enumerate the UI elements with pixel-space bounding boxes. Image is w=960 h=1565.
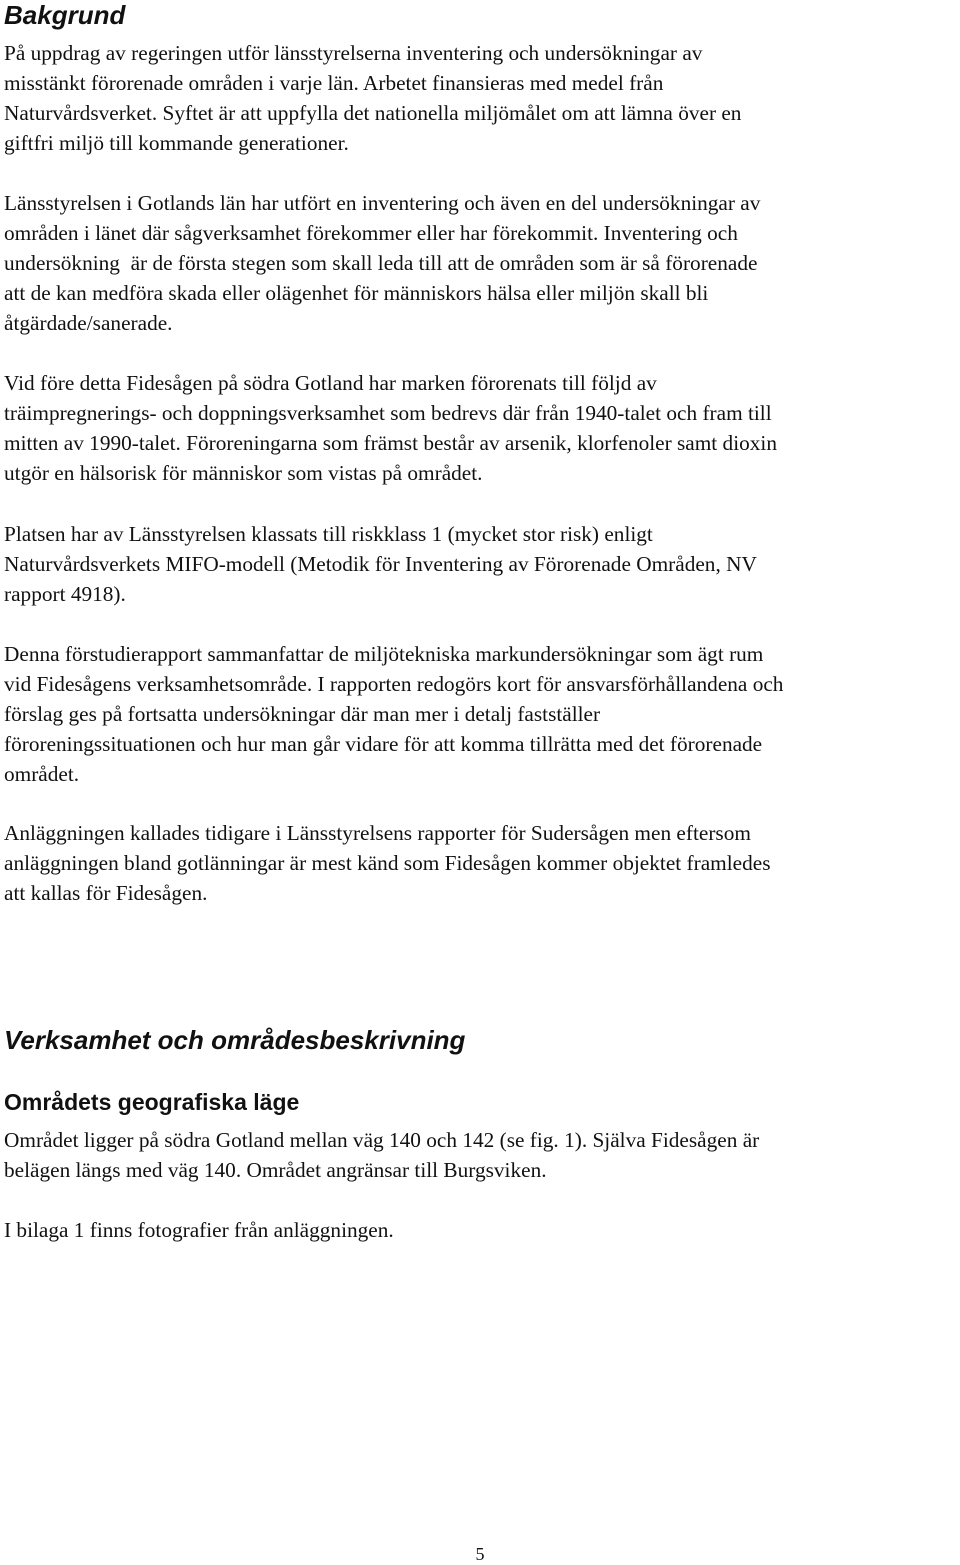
- text-line: vid Fidesågens verksamhetsområde. I rapporten redogörs kort för ansvarsförhållandena och: [4, 672, 784, 696]
- paragraph-lansstyrelsen: [4, 188, 960, 338]
- paragraph-bilaga: [4, 1215, 960, 1245]
- text-line: att de kan medföra skada eller olägenhet för människors hälsa eller miljön skall bli: [4, 281, 709, 305]
- text-line: anläggningen bland gotlänningar är mest känd som Fidesågen kommer objektet framledes: [4, 851, 771, 875]
- text-line: rapport 4918).: [4, 582, 126, 606]
- paragraph-riskklass: [4, 519, 960, 609]
- text-line: På uppdrag av regeringen utför länsstyrelserna inventering och undersökningar av: [4, 41, 703, 65]
- text-line: mitten av 1990-talet. Föroreningarna som främst består av arsenik, klorfenoler samt dioxin: [4, 431, 777, 455]
- paragraph-forstudierapport: [4, 639, 960, 789]
- paragraph-fidesagen: [4, 368, 960, 488]
- text-line: Länsstyrelsen i Gotlands län har utfört en inventering och även en del undersökningar av: [4, 191, 761, 215]
- text-line: Naturvårdsverkets MIFO-modell (Metodik för Inventering av Förorenade Områden, NV: [4, 552, 757, 576]
- text-line: Vid före detta Fidesågen på södra Gotland har marken förorenats till följd av: [4, 371, 657, 395]
- heading-verksamhet: Verksamhet och områdesbeskrivning: [4, 1025, 466, 1055]
- text-line: Naturvårdsverket. Syftet är att uppfylla det nationella miljömålet om att lämna över en: [4, 101, 742, 125]
- text-line: området.: [4, 762, 80, 786]
- paragraph-uppdrag: [4, 38, 960, 158]
- page-number: 5: [475, 1544, 485, 1564]
- text-line: Området ligger på södra Gotland mellan väg 140 och 142 (se fig. 1). Själva Fidesågen är: [4, 1128, 760, 1152]
- text-line: misstänkt förorenade områden i varje län. Arbetet finansieras med medel från: [4, 71, 664, 95]
- text-line: Platsen har av Länsstyrelsen klassats till riskklass 1 (mycket stor risk) enligt: [4, 522, 653, 546]
- text-line: undersökning är de första stegen som skall leda till att de områden som är så förorenade: [4, 251, 758, 275]
- text-line: träimpregnerings- och doppningsverksamhet som bedrevs där från 1940-talet och fram till: [4, 401, 772, 425]
- text-line: att kallas för Fidesågen.: [4, 881, 208, 905]
- text-line: åtgärdade/sanerade.: [4, 311, 173, 335]
- text-line: Denna förstudierapport sammanfattar de miljötekniska markundersökningar som ägt rum: [4, 642, 764, 666]
- text-line: belägen längs med väg 140. Området angränsar till Burgsviken.: [4, 1158, 547, 1182]
- text-line: I bilaga 1 finns fotografier från anläggningen.: [4, 1218, 394, 1242]
- text-line: utgör en hälsorisk för människor som vistas på området.: [4, 461, 483, 485]
- text-line: giftfri miljö till kommande generationer.: [4, 131, 349, 155]
- text-line: områden i länet där sågverksamhet förekommer eller har förekommit. Inventering och: [4, 221, 738, 245]
- subheading-geografiska-lage: Områdets geografiska läge: [4, 1089, 300, 1115]
- text-line: Anläggningen kallades tidigare i Länsstyrelsens rapporter för Sudersågen men eftersom: [4, 821, 751, 845]
- paragraph-omradet-ligger: [4, 1125, 960, 1185]
- paragraph-anlaggningen: [4, 818, 960, 908]
- heading-bakgrund: Bakgrund: [4, 0, 126, 30]
- text-line: föroreningssituationen och hur man går vidare för att komma tillrätta med det förorenade: [4, 732, 763, 756]
- text-line: förslag ges på fortsatta undersökningar där man mer i detalj fastställer: [4, 702, 601, 726]
